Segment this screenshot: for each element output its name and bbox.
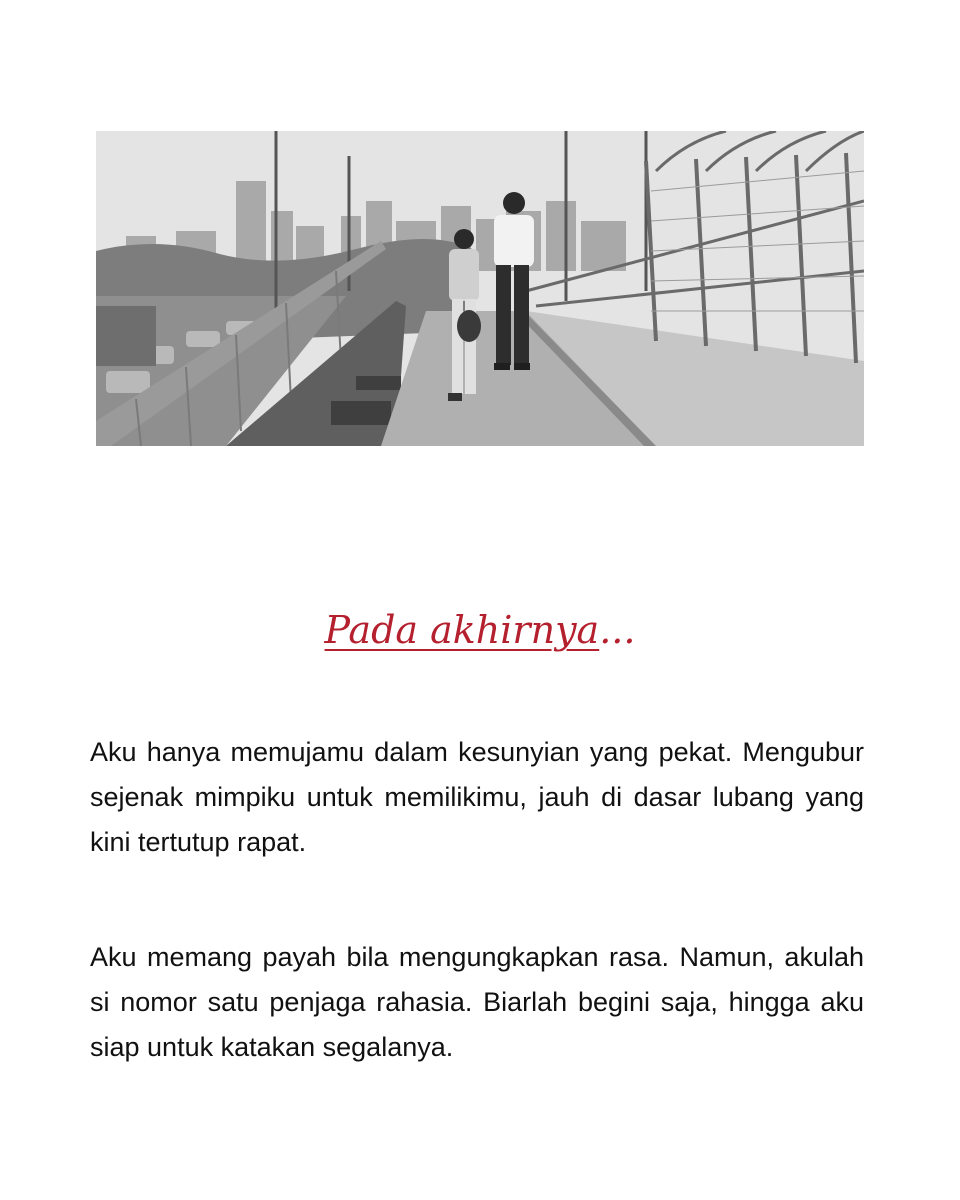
- page-title-text: Pada akhirnya: [324, 608, 600, 652]
- page-title: [96, 600, 864, 660]
- bridge-walkway-photo: [96, 131, 864, 446]
- page-title-ellipsis: ...: [599, 608, 636, 652]
- paragraph-2: Aku memang payah bila mengungkapkan rasa. Namun, akulah si nomor satu penjaga rahasia. Biarlah begini saja, hingga aku siap untuk katakan segalanya.: [90, 942, 864, 1062]
- bridge-scene-illustration: [96, 131, 864, 446]
- paragraph-1: Aku hanya memujamu dalam kesunyian yang pekat. Mengubur sejenak mimpiku untuk memilikimu, jauh di dasar lubang yang kini tertutup rapat.: [90, 737, 864, 857]
